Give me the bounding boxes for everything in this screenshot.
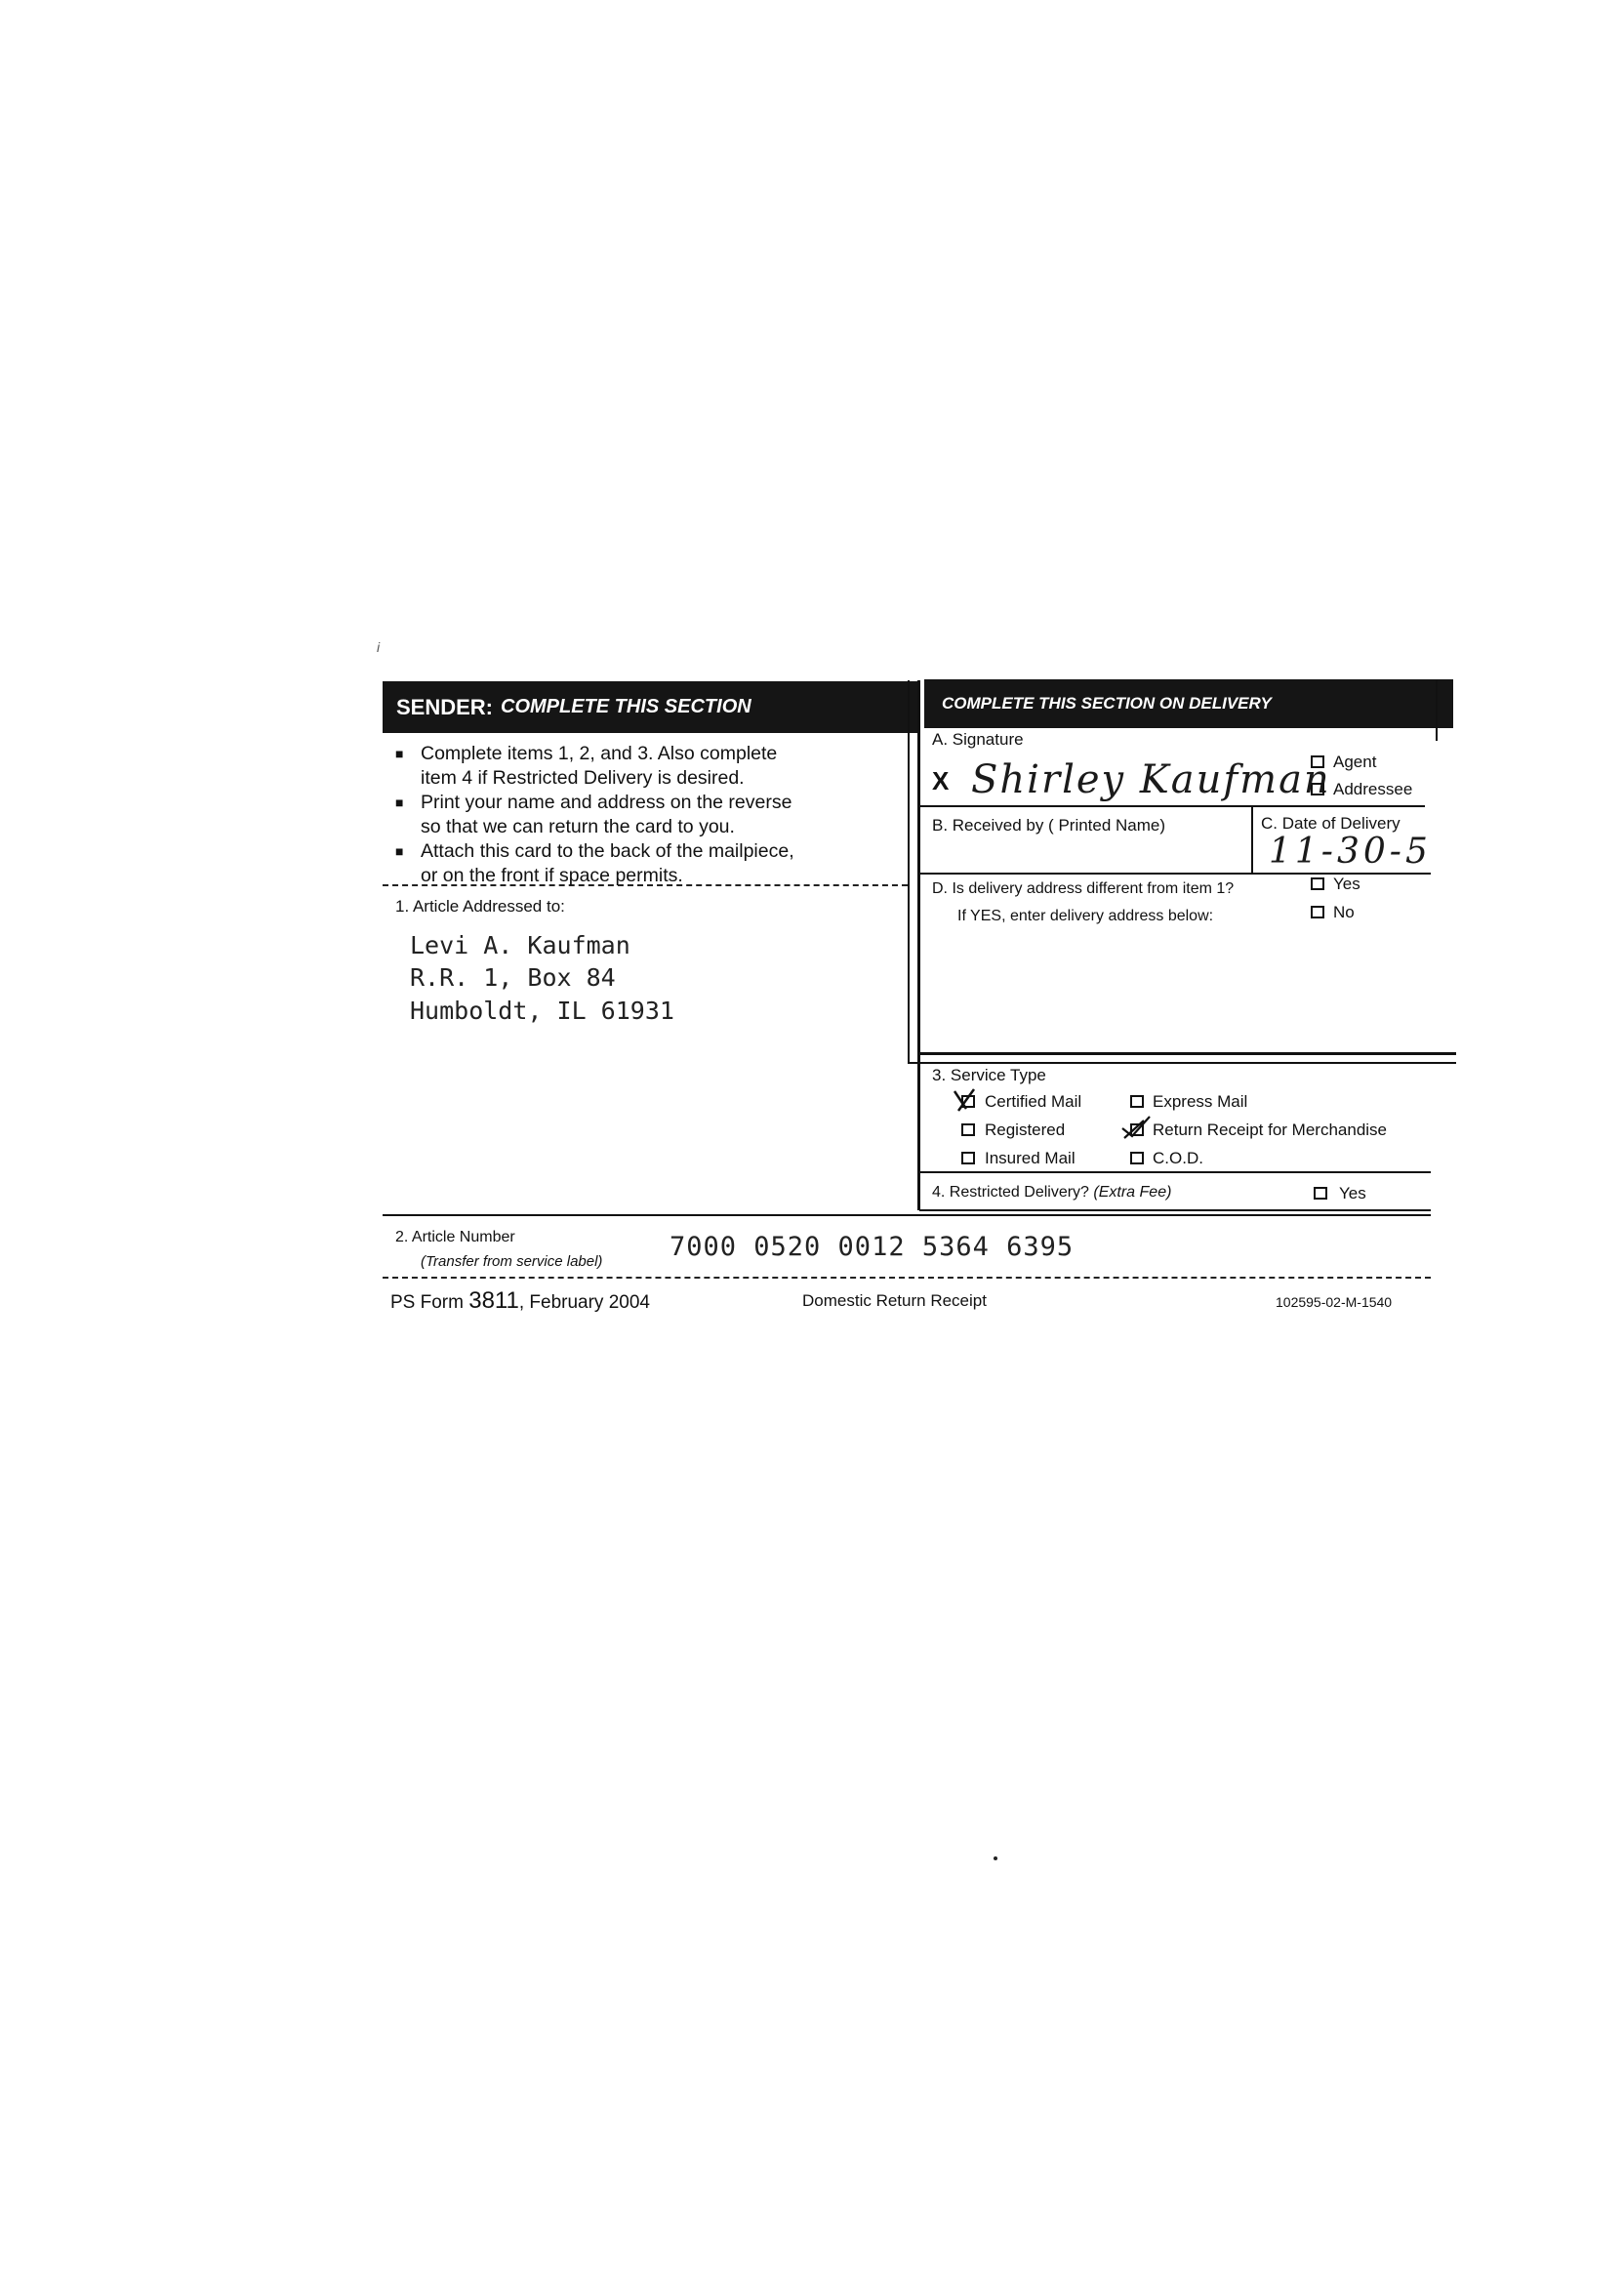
agent-label: Agent bbox=[1333, 753, 1377, 771]
checkmark-icon bbox=[1120, 1115, 1154, 1140]
instruction-line: so that we can return the card to you. bbox=[421, 816, 735, 837]
delivery-address-question: D. Is delivery address different from item 1? bbox=[932, 880, 1235, 897]
service-type-label: 3. Service Type bbox=[932, 1066, 1046, 1084]
sender-title: COMPLETE THIS SECTION bbox=[501, 696, 751, 717]
express-mail-label: Express Mail bbox=[1153, 1092, 1248, 1111]
received-date-divider bbox=[1251, 806, 1253, 875]
instruction-line: item 4 if Restricted Delivery is desired. bbox=[421, 767, 745, 789]
delivery-address-no-checkbox[interactable] bbox=[1311, 906, 1324, 918]
signature-divider bbox=[919, 805, 1425, 807]
instruction-line: or on the front if space permits. bbox=[421, 865, 683, 886]
instruction-line: Attach this card to the back of the mailpiece, bbox=[421, 840, 794, 862]
restricted-delivery-label bbox=[932, 1184, 1171, 1202]
article-addressed-label: 1. Article Addressed to: bbox=[395, 897, 565, 916]
form-code: 102595-02-M-1540 bbox=[1276, 1294, 1393, 1310]
instruction-item bbox=[395, 791, 903, 839]
delivery-address-yes-checkbox[interactable] bbox=[1311, 877, 1324, 890]
divider-under-sender-column bbox=[910, 1062, 1456, 1064]
divider-service-top bbox=[917, 1052, 1456, 1055]
registered-checkbox[interactable] bbox=[961, 1123, 975, 1136]
agent-checkbox[interactable] bbox=[1311, 755, 1324, 768]
handwritten-signature: Shirley Kaufman bbox=[971, 757, 1331, 802]
cod-checkbox[interactable] bbox=[1130, 1152, 1144, 1164]
addressee-label: Addressee bbox=[1333, 780, 1413, 798]
form-prefix: PS Form bbox=[390, 1292, 464, 1313]
form-date: , February 2004 bbox=[518, 1292, 650, 1313]
article-number-label: 2. Article Number bbox=[395, 1229, 515, 1245]
insured-mail-checkbox[interactable] bbox=[961, 1152, 975, 1164]
restricted-delivery-yes-label: Yes bbox=[1339, 1184, 1366, 1202]
instruction-line: Print your name and address on the reverse bbox=[421, 792, 792, 813]
restricted-bottom-divider bbox=[919, 1209, 1431, 1211]
address-line-city: Humboldt, IL 61931 bbox=[410, 997, 674, 1025]
article-number-sublabel: (Transfer from service label) bbox=[421, 1253, 603, 1270]
instruction-item bbox=[395, 742, 903, 791]
restricted-delivery-yes-checkbox[interactable] bbox=[1314, 1187, 1327, 1200]
right-border bbox=[1436, 680, 1438, 741]
certified-mail-label: Certified Mail bbox=[985, 1092, 1082, 1111]
checkmark-icon bbox=[953, 1087, 982, 1113]
handwritten-delivery-date: 11-30-5 bbox=[1269, 832, 1432, 872]
addressee-checkbox[interactable] bbox=[1311, 783, 1324, 795]
signature-x-mark: X bbox=[932, 766, 950, 795]
corner-mark: i bbox=[377, 639, 381, 655]
form-identifier bbox=[390, 1287, 650, 1315]
form-number: 3811 bbox=[468, 1287, 519, 1314]
delivery-address-instruction: If YES, enter delivery address below: bbox=[957, 908, 1214, 924]
restricted-delivery-text: 4. Restricted Delivery? bbox=[932, 1184, 1089, 1201]
footer-divider bbox=[383, 1277, 1431, 1279]
sender-header bbox=[383, 681, 919, 733]
article-number-value: 7000 0520 0012 5364 6395 bbox=[670, 1232, 1075, 1262]
delivery-address-no-label: No bbox=[1333, 903, 1355, 921]
delivery-address-yes-label: Yes bbox=[1333, 875, 1360, 893]
square-bullet-icon: ■ bbox=[395, 795, 404, 810]
square-bullet-icon: ■ bbox=[395, 746, 404, 761]
scan-speck bbox=[994, 1856, 997, 1860]
service-restricted-divider bbox=[919, 1171, 1431, 1173]
express-mail-checkbox[interactable] bbox=[1130, 1095, 1144, 1108]
return-receipt-merchandise-label: Return Receipt for Merchandise bbox=[1153, 1121, 1388, 1139]
address-line-street: R.R. 1, Box 84 bbox=[410, 963, 616, 992]
insured-mail-label: Insured Mail bbox=[985, 1149, 1076, 1167]
extra-fee-text: (Extra Fee) bbox=[1093, 1184, 1172, 1201]
article-number-divider bbox=[383, 1214, 1431, 1216]
address-line-name: Levi A. Kaufman bbox=[410, 931, 630, 959]
divider-vertical-inner bbox=[917, 680, 920, 1210]
divider-vertical-outer bbox=[908, 680, 910, 1064]
sender-label: SENDER: bbox=[396, 694, 494, 719]
registered-label: Registered bbox=[985, 1121, 1066, 1139]
instructions-list bbox=[395, 742, 903, 888]
square-bullet-icon: ■ bbox=[395, 843, 404, 859]
instruction-line: Complete items 1, 2, and 3. Also complete bbox=[421, 743, 778, 764]
signature-label: A. Signature bbox=[932, 730, 1024, 749]
form-title: Domestic Return Receipt bbox=[802, 1291, 987, 1310]
cod-label: C.O.D. bbox=[1153, 1149, 1203, 1167]
date-of-delivery-label: C. Date of Delivery bbox=[1261, 814, 1401, 833]
instruction-item bbox=[395, 839, 903, 888]
received-by-label: B. Received by ( Printed Name) bbox=[932, 816, 1166, 835]
delivery-header: COMPLETE THIS SECTION ON DELIVERY bbox=[924, 679, 1453, 728]
